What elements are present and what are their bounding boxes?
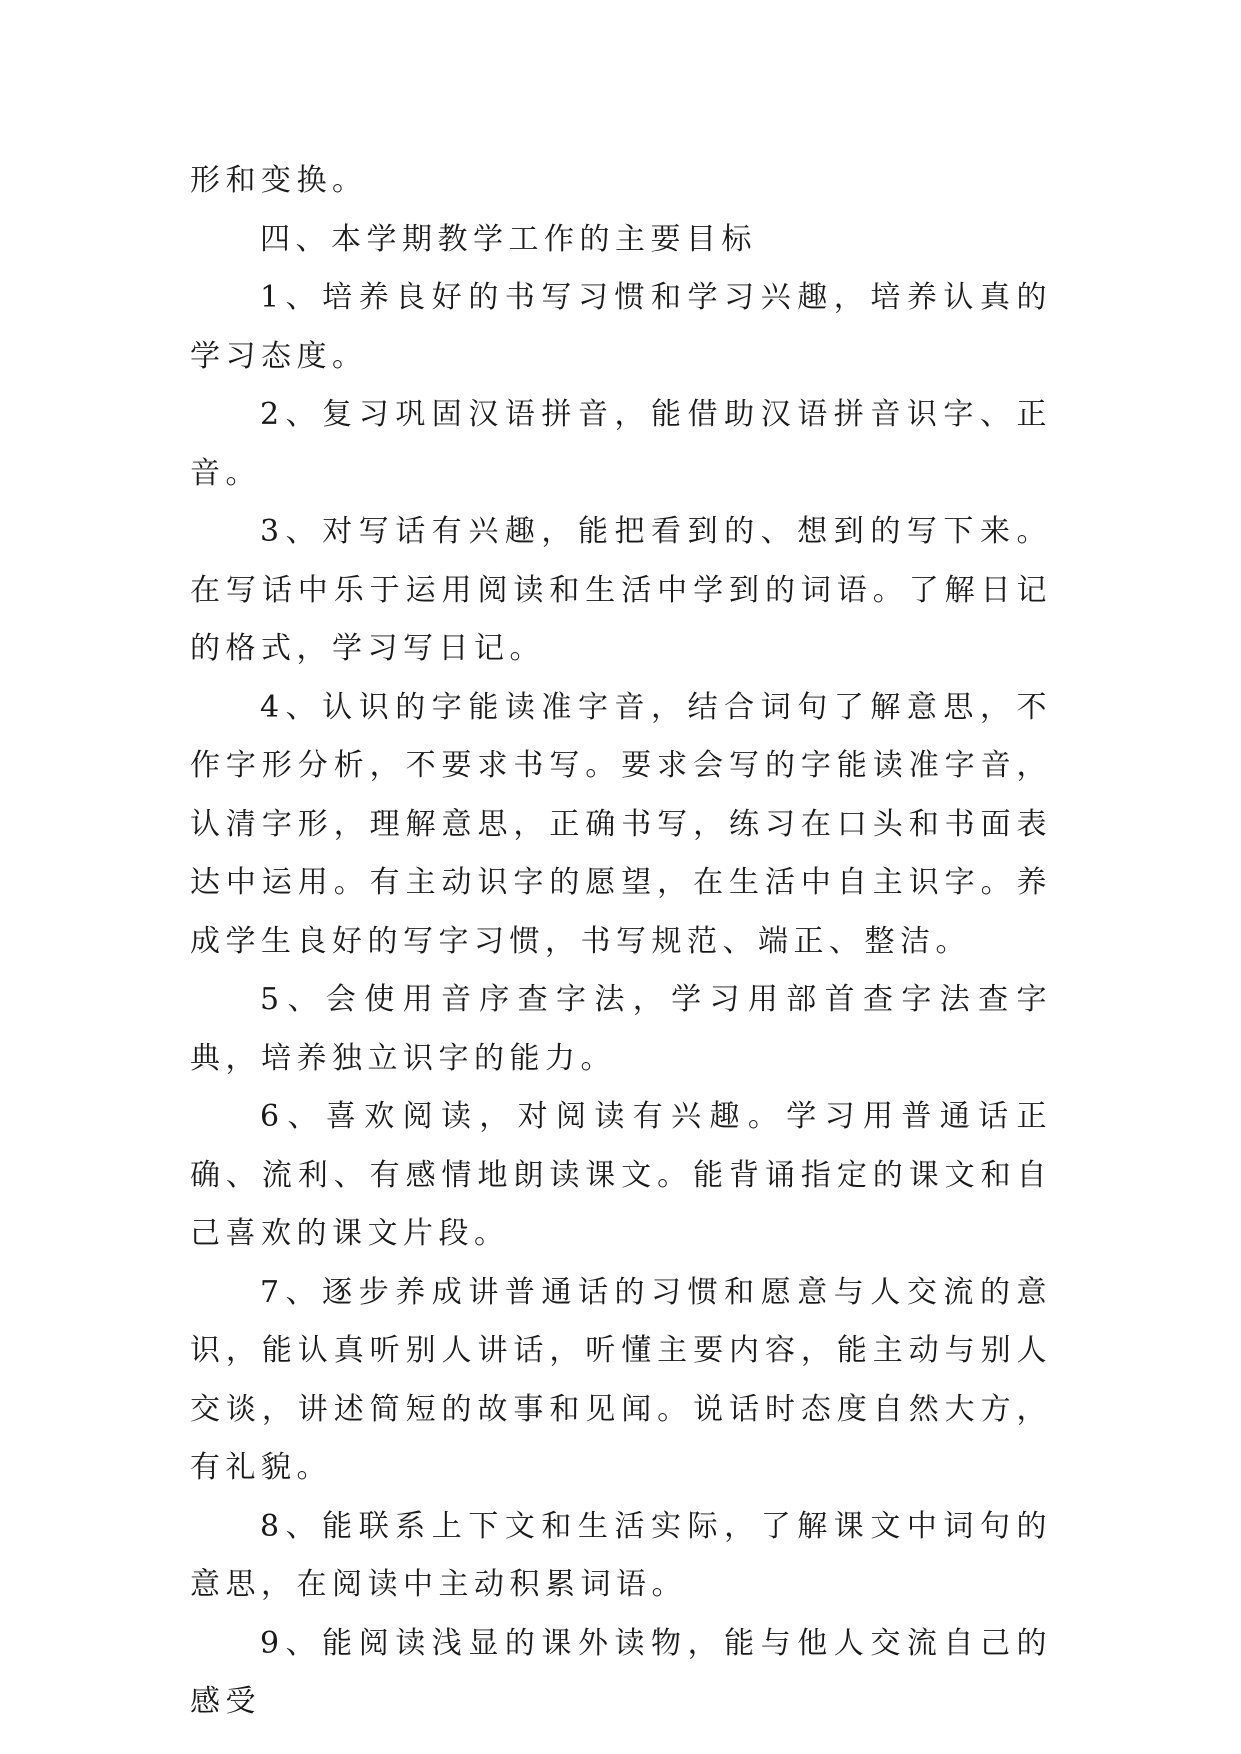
goal-item-8: 8、能联系上下文和生活实际，了解课文中词句的意思，在阅读中主动积累词语。	[190, 1508, 1052, 1602]
goal-item-3: 3、对写话有兴趣，能把看到的、想到的写下来。在写话中乐于运用阅读和生活中学到的词语。了解日记的格式，学习写日记。	[190, 514, 1052, 666]
goal-item-5: 5、会使用音序查字法，学习用部首查字法查字典，培养独立识字的能力。	[190, 982, 1052, 1076]
document-page	[190, 152, 1052, 1732]
goal-item-1: 1、培养良好的书写习惯和学习兴趣，培养认真的学习态度。	[190, 280, 1052, 374]
goal-item-4: 4、认识的字能读准字音，结合词句了解意思，不作字形分析，不要求书写。要求会写的字能读准字音，认清字形，理解意思，正确书写，练习在口头和书面表达中运用。有主动识字的愿望，在生活中自主识字。养成学生良好的写字习惯，书写规范、端正、整洁。	[190, 689, 1052, 959]
goal-item-2: 2、复习巩固汉语拼音，能借助汉语拼音识字、正音。	[190, 397, 1052, 491]
goal-item-6: 6、喜欢阅读，对阅读有兴趣。学习用普通话正确、流利、有感情地朗读课文。能背诵指定的课文和自己喜欢的课文片段。	[190, 1099, 1052, 1251]
section-heading: 四、本学期教学工作的主要目标	[260, 221, 757, 257]
goal-item-7: 7、逐步养成讲普通话的习惯和愿意与人交流的意识，能认真听别人讲话，听懂主要内容，能主动与别人交谈，讲述简短的故事和见闻。说话时态度自然大方，有礼貌。	[190, 1274, 1052, 1485]
paragraph-continuation: 形和变换。	[190, 163, 368, 198]
goal-item-9: 9、能阅读浅显的课外读物，能与他人交流自己的感受	[190, 1625, 1052, 1719]
